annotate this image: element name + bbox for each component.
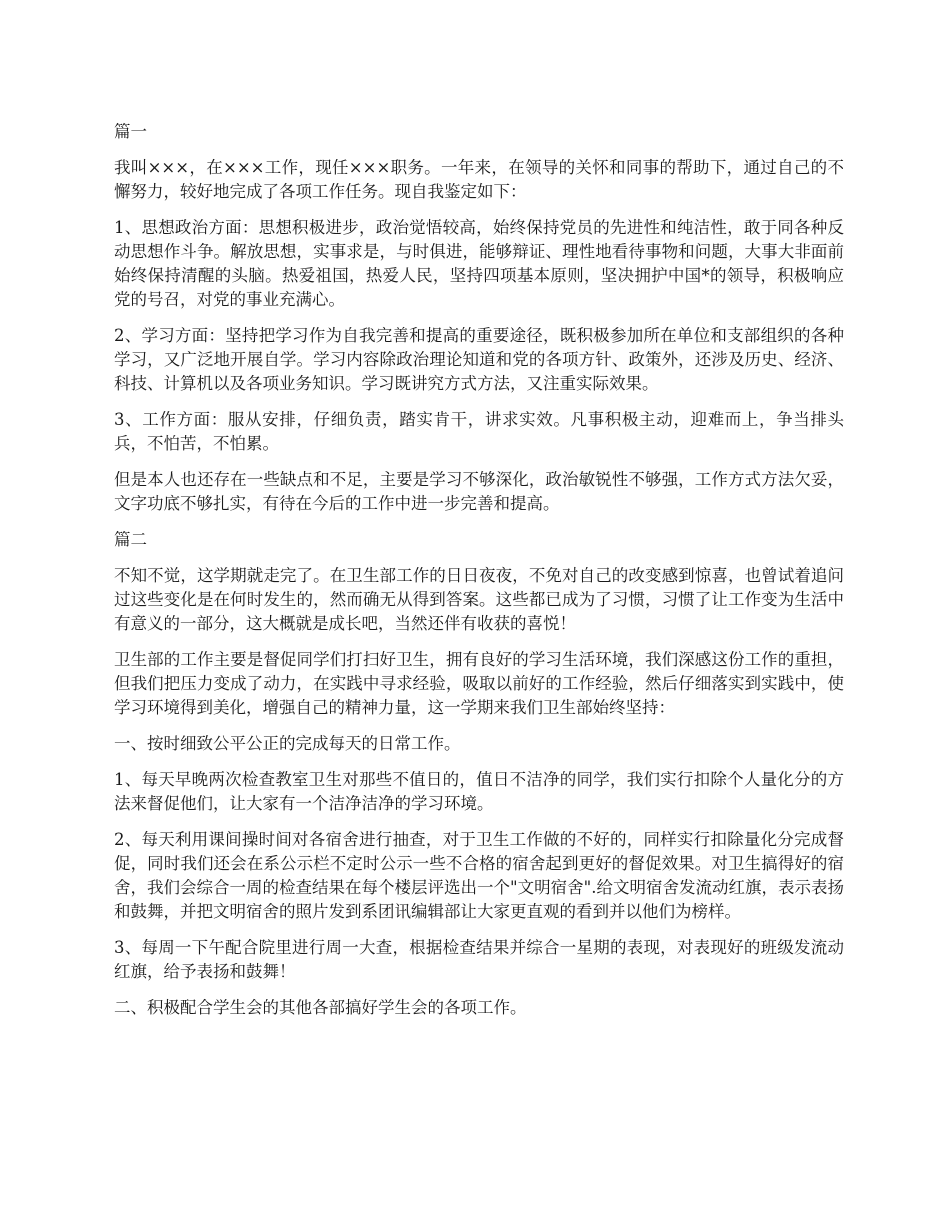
paragraph: 不知不觉，这学期就走完了。在卫生部工作的日日夜夜，不免对自己的改变感到惊喜，也曾试着追问过这些变化是在何时发生的，然而确无从得到答案。这些都已成为了习惯，习惯了让工作变为生活中有意义的一部分，这大概就是成长吧，当然还伴有收获的喜悦！ — [114, 566, 844, 633]
section-title-2: 篇二 — [114, 530, 147, 549]
paragraph: 1、每天早晚两次检查教室卫生对那些不值日的，值日不洁净的同学，我们实行扣除个人量化分的方法来督促他们，让大家有一个洁净洁净的学习环境。 — [114, 770, 844, 813]
paragraph: 我叫×××，在×××工作，现任×××职务。一年来，在领导的关怀和同事的帮助下，通过自己的不懈努力，较好地完成了各项工作任务。现自我鉴定如下： — [114, 158, 844, 201]
paragraph: 3、每周一下午配合院里进行周一大查，根据检查结果并综合一星期的表现，对表现好的班级发流动红旗，给予表扬和鼓舞！ — [114, 938, 844, 981]
paragraph: 2、每天利用课间操时间对各宿舍进行抽查，对于卫生工作做的不好的，同样实行扣除量化分完成督促，同时我们还会在系公示栏不定时公示一些不合格的宿舍起到更好的督促效果。对卫生搞得好的宿舍，我们会综合一周的检查结果在每个楼层评选出一个"文明宿舍".给文明宿舍发流动红旗，表示表扬和鼓舞，并把文明宿舍的照片发到系团讯编辑部让大家更直观的看到并以他们为榜样。 — [114, 830, 844, 921]
paragraph: 2、学习方面：坚持把学习作为自我完善和提高的重要途径，既积极参加所在单位和支部组织的各种学习，又广泛地开展自学。学习内容除政治理论知道和党的各项方针、政策外，还涉及历史、经济、科技、计算机以及各项业务知识。学习既讲究方式方法，又注重实际效果。 — [114, 326, 844, 393]
paragraph: 3、工作方面：服从安排，仔细负责，踏实肯干，讲求实效。凡事积极主动，迎难而上，争当排头兵，不怕苦，不怕累。 — [114, 410, 844, 453]
paragraph: 二、积极配合学生会的其他各部搞好学生会的各项工作。 — [114, 998, 527, 1017]
paragraph: 1、思想政治方面：思想积极进步，政治觉悟较高，始终保持党员的先进性和纯洁性，敢于同各种反动思想作斗争。解放思想，实事求是，与时俱进，能够辩证、理性地看待事物和问题，大事大非面前始终保持清醒的头脑。热爱祖国，热爱人民，坚持四项基本原则，坚决拥护中国*的领导，积极响应党的号召，对党的事业充满心。 — [114, 218, 844, 309]
document-page — [114, 120, 844, 1032]
paragraph: 一、按时细致公平公正的完成每天的日常工作。 — [114, 734, 461, 753]
section-title-1: 篇一 — [114, 122, 147, 141]
paragraph: 卫生部的工作主要是督促同学们打扫好卫生，拥有良好的学习生活环境，我们深感这份工作的重担，但我们把压力变成了动力，在实践中寻求经验，吸取以前好的工作经验，然后仔细落实到实践中，使学习环境得到美化，增强自己的精神力量，这一学期来我们卫生部始终坚持： — [114, 650, 844, 717]
paragraph: 但是本人也还存在一些缺点和不足，主要是学习不够深化，政治敏锐性不够强，工作方式方法欠妥，文字功底不够扎实，有待在今后的工作中进一步完善和提高。 — [114, 470, 844, 513]
